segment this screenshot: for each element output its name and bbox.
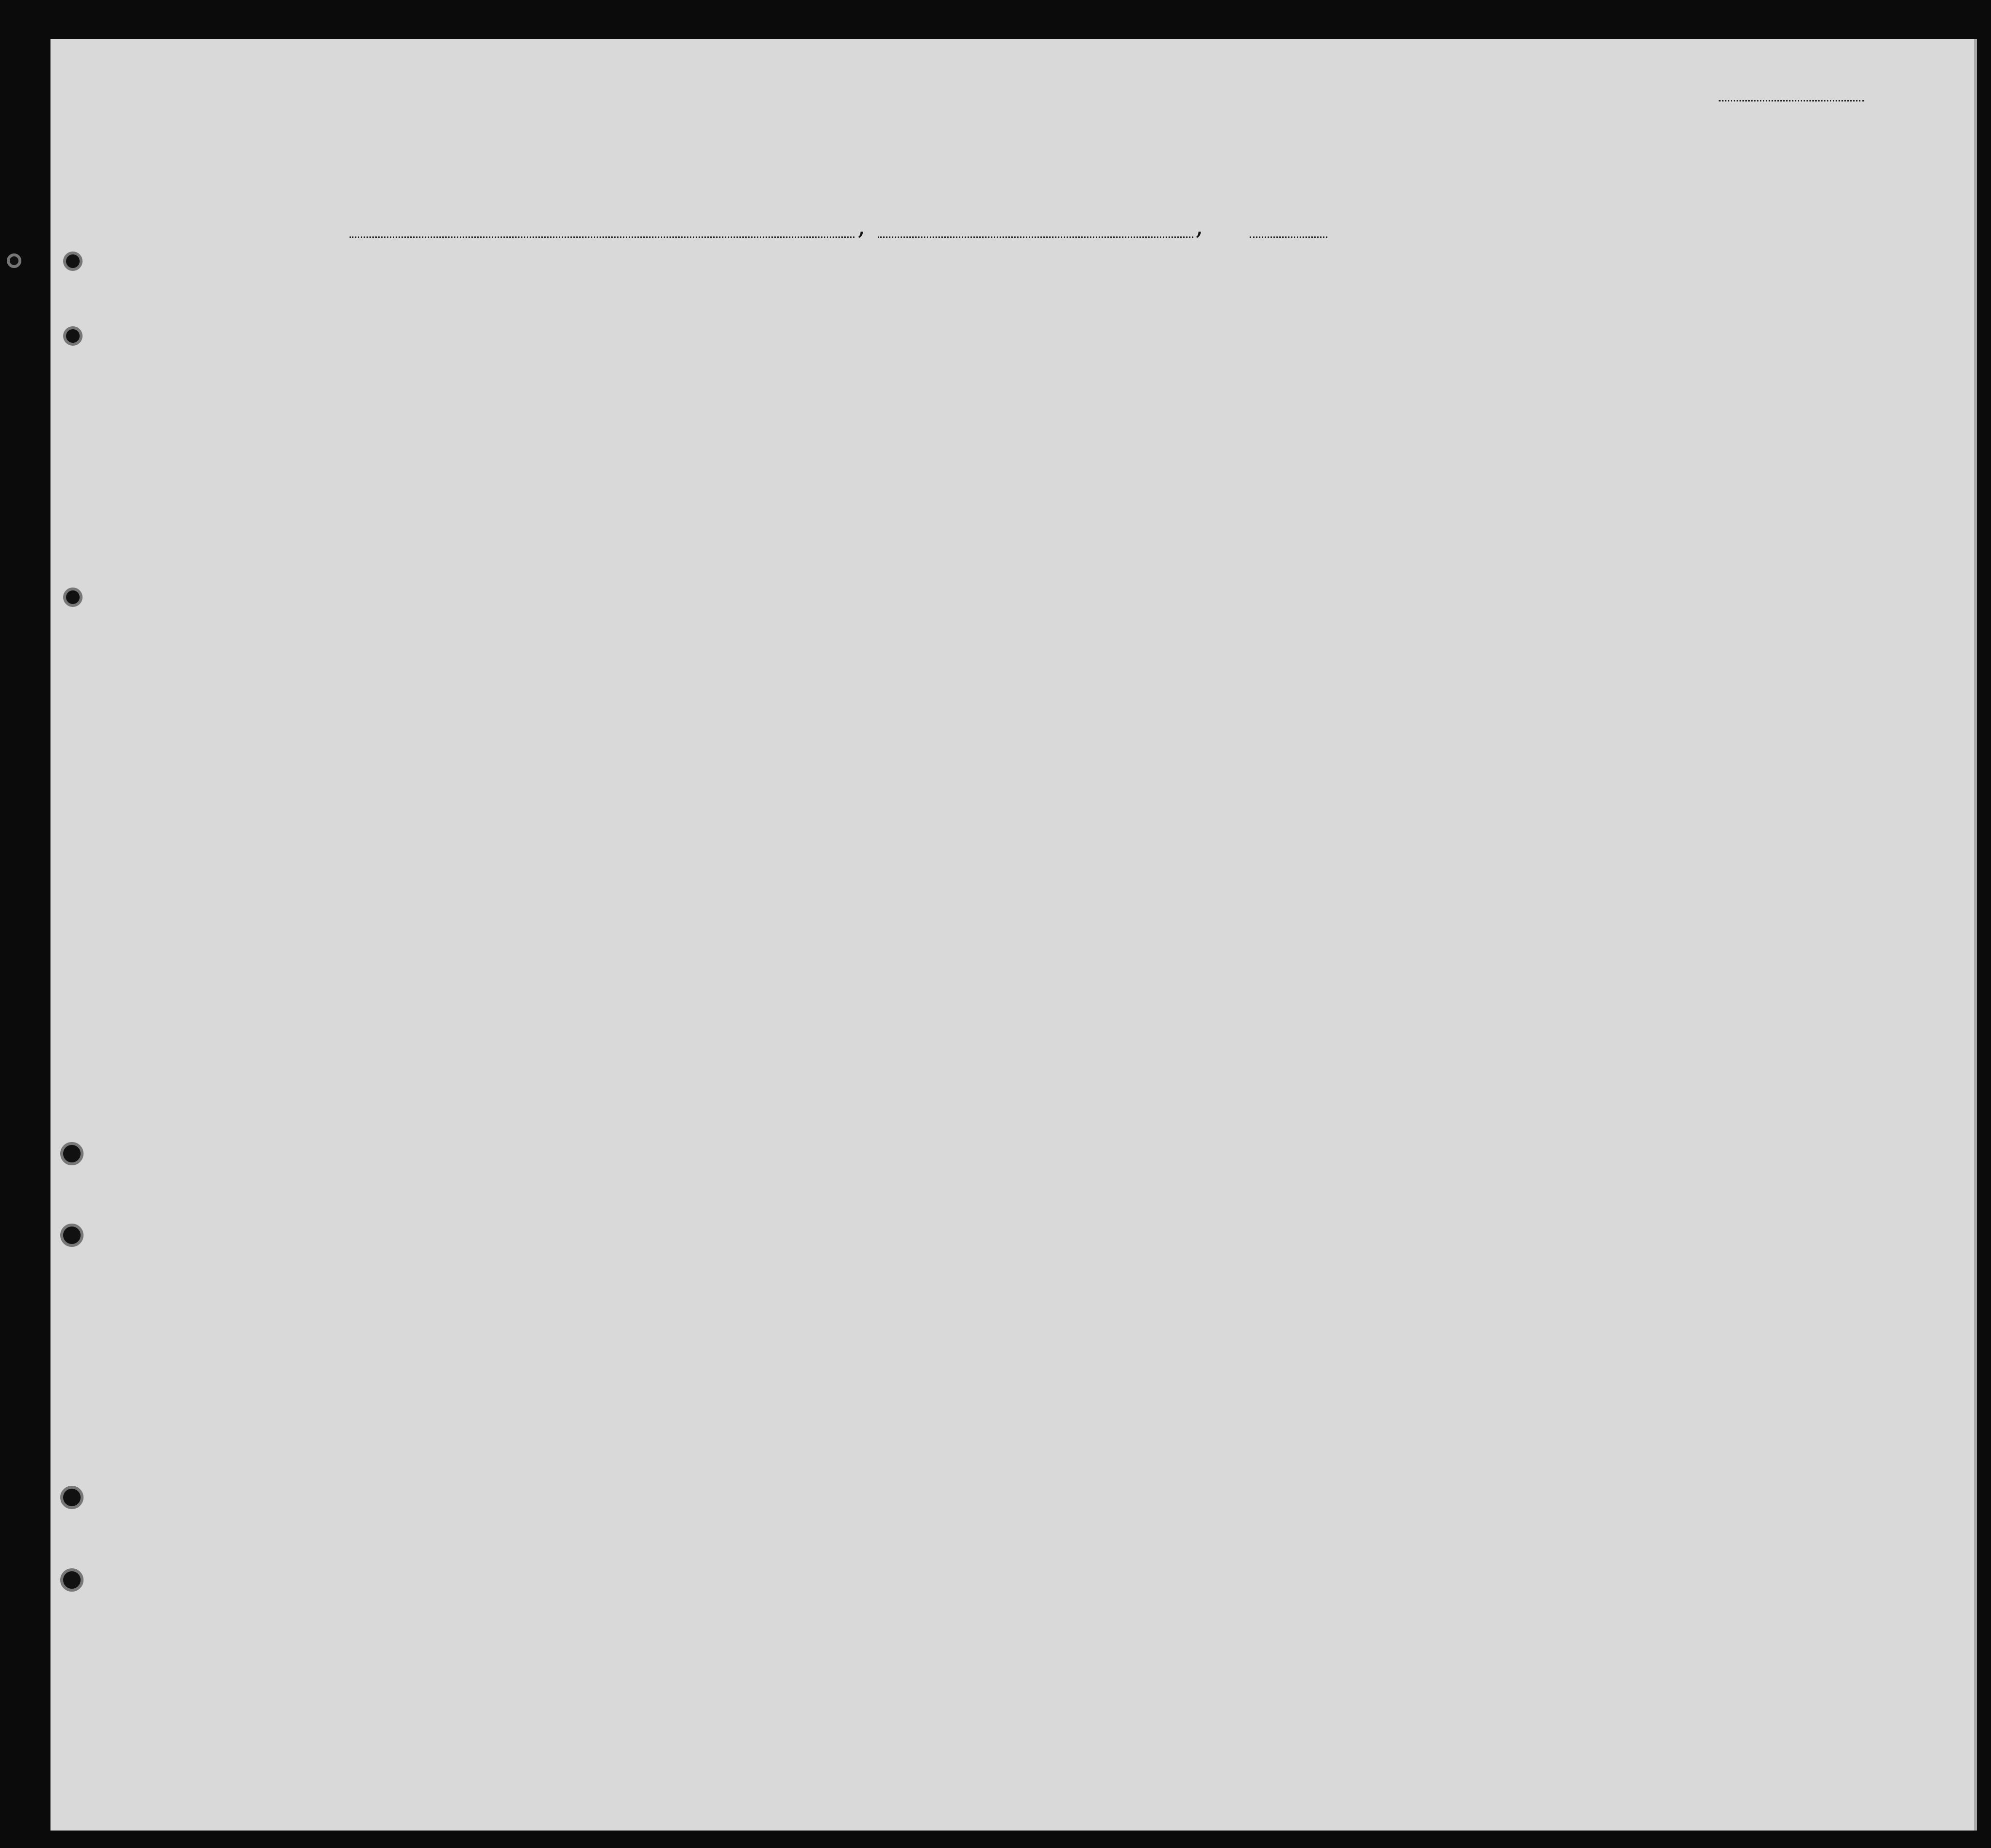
comma: ,: [857, 212, 866, 241]
comma: ,: [1195, 212, 1204, 241]
